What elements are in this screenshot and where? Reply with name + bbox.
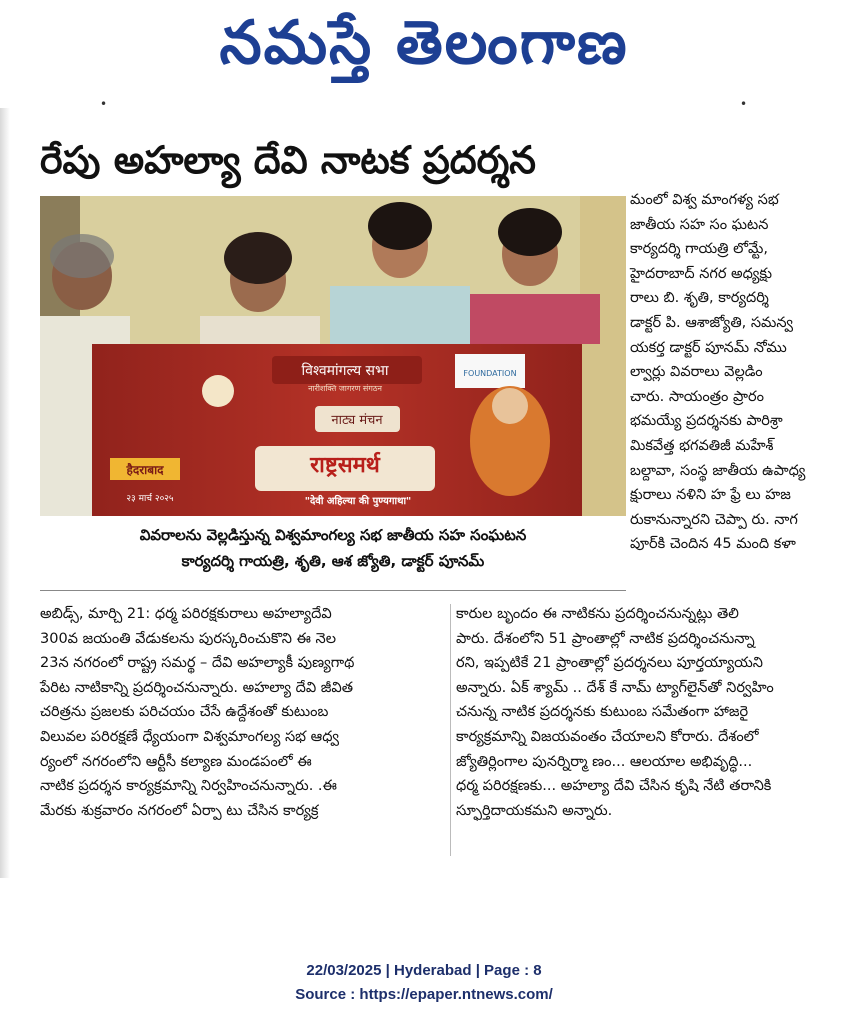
article-column-right [630, 188, 824, 557]
text-line: రుకానున్నారని చెప్పా రు. నాగ [630, 511, 798, 528]
banner-title-text: राष्ट्रसमर्थ [310, 453, 380, 478]
article-column-left [40, 602, 444, 823]
page-edge-shadow [0, 108, 10, 878]
text-line: స్ఫూర్తిదాయకమని అన్నారు. [456, 802, 613, 819]
text-line: 23న నగరంలో రాష్ట్ర సమర్థ – దేవి అహల్యాకీ పుణ్యగాథ [40, 655, 355, 672]
banner-sub-text: नारीशक्ति जागरण संगठन [308, 384, 382, 393]
photo-caption [40, 522, 626, 584]
caption-line: కార్యదర్శి గాయత్రి, శృతి, ఆశ జ్యోతి, డాక్టర్ పూనమ్ [181, 552, 485, 570]
text-line: మికవేత్త భగవతిజీ మహేశ్ [630, 437, 774, 454]
text-line: పేరిట నాటికాన్ని ప్రదర్శించనున్నారు. అహల్యా దేవి జీవిత [40, 679, 353, 696]
text-line: చరిత్రను ప్రజలకు పరిచయం చేసే ఉద్దేశంతో కుటుంబ [40, 704, 329, 721]
text-line: రని, ఇప్పటికే 21 ప్రాంతాల్లో ప్రదర్శనలు పూర్తయ్యాయని [456, 655, 763, 672]
text-line: భమయ్యే ప్రదర్శనకు పారిశ్రా [630, 413, 783, 430]
text-line: నాటిక ప్రదర్శన కార్యక్రమాన్ని నిర్వహించనున్నారు. .ఈ [40, 778, 337, 795]
text-line: కార్యక్రమాన్ని విజయవంతం చేయాలని కోరారు. దేశంలో [456, 728, 759, 745]
text-line: హైదరాబాద్ నగర అధ్యక్షు [630, 265, 772, 282]
text-line: విలువల పరిరక్షణే ధ్యేయంగా విశ్వమాంగల్య సభ ఆధ్వ [40, 728, 339, 745]
footer-date-edition: 22/03/2025 | Hyderabad | Page : 8 [306, 962, 542, 979]
masthead [0, 0, 848, 98]
column-divider [450, 604, 451, 856]
text-line: మంలో విశ్వ మాంగళ్య సభ [630, 192, 779, 208]
news-photo [40, 196, 626, 516]
article-column-middle [456, 602, 824, 823]
banner-date-text: २३ मार्च २०२५ [126, 494, 174, 504]
banner-event-text: नाट्य मंचन [331, 413, 383, 428]
section-divider [40, 590, 626, 591]
banner-tagline-text: "देवी अहिल्या की पुण्यगाथा" [304, 496, 412, 507]
text-line: 300వ జయంతి వేడుకలను పురస్కరించుకొని ఈ నెల [40, 630, 336, 647]
divider-dot: • [100, 97, 108, 111]
text-line: ర్యంలో నగరంలోని ఆర్టీసీ కల్యాణ మండపంలో ఈ [40, 753, 312, 770]
text-line: యకర్త డాక్టర్ పూనమ్ నోము [630, 339, 787, 356]
text-line: అన్నారు. ఏక్ శ్యామ్ .. దేశ్ కే నామ్ ట్యాగ్‌లైన్‌తో నిర్వహిం [456, 679, 774, 696]
text-line: ల్వార్లు వివరాలు వెల్లడిం [630, 364, 763, 381]
text-line: కార్యదర్శి గాయత్రి లోమ్టే, [630, 241, 768, 258]
footer-source-link[interactable]: Source : https://epaper.ntnews.com/ [295, 986, 553, 1003]
article-headline: రేపు అహల్యా దేవి నాటక ప్రదర్శన [40, 138, 536, 182]
text-line: బల్దావా, సంస్థ జాతీయ ఉపాధ్య [630, 462, 806, 479]
text-line: చనున్న నాటిక ప్రదర్శనకు కుటుంబ సమేతంగా హాజరై [456, 704, 749, 721]
divider-dot: • [740, 97, 748, 111]
text-line: కారుల బృందం ఈ నాటికను ప్రదర్శించనున్నట్లు తెలి [456, 606, 739, 622]
banner-org-text: विश्वमांगल्य सभा [301, 363, 389, 379]
text-line: జాతీయ సహ సం ఘటన [630, 216, 769, 233]
newspaper-title: నమస్తే తెలంగాణ [219, 8, 629, 78]
text-line: మేరకు శుక్రవారం నగరంలో ఏర్పా టు చేసిన కార్యక్ర [40, 802, 319, 819]
text-line: డాక్టర్ పి. ఆశాజ్యోతి, సమన్వ [630, 314, 794, 331]
text-line: అబిడ్స్, మార్చి 21: ధర్మ పరిరక్షకురాలు అహల్యాదేవి [40, 606, 332, 622]
caption-line: వివరాలను వెల్లడిస్తున్న విశ్వమాంగల్య సభ జాతీయ సహ సంఘటన [139, 526, 527, 544]
text-line: పారు. దేశంలోని 51 ప్రాంతాల్లో నాటిక ప్రదర్శించనున్నా [456, 630, 755, 647]
sponsor-logo-text: FOUNDATION [463, 369, 517, 378]
text-line: క్షురాలు నళిని హ ఫ్రే లు హజ [630, 487, 791, 504]
text-line: పూర్‌కి చెందిన 45 మంది కళా [630, 536, 796, 553]
banner-city-text: हैदराबाद [126, 463, 164, 477]
text-line: ధర్మ పరిరక్షణకు... అహల్యా దేవి చేసిన కృషి నేటి తరానికి [456, 778, 772, 795]
text-line: రాలు బి. శృతి, కార్యదర్శి [630, 290, 769, 307]
text-line: జ్యోతిర్లింగాల పునర్నిర్మా ణం... ఆలయాల అభివృద్ధి... [456, 753, 753, 770]
text-line: చారు. సాయంత్రం ప్రారం [630, 388, 764, 405]
